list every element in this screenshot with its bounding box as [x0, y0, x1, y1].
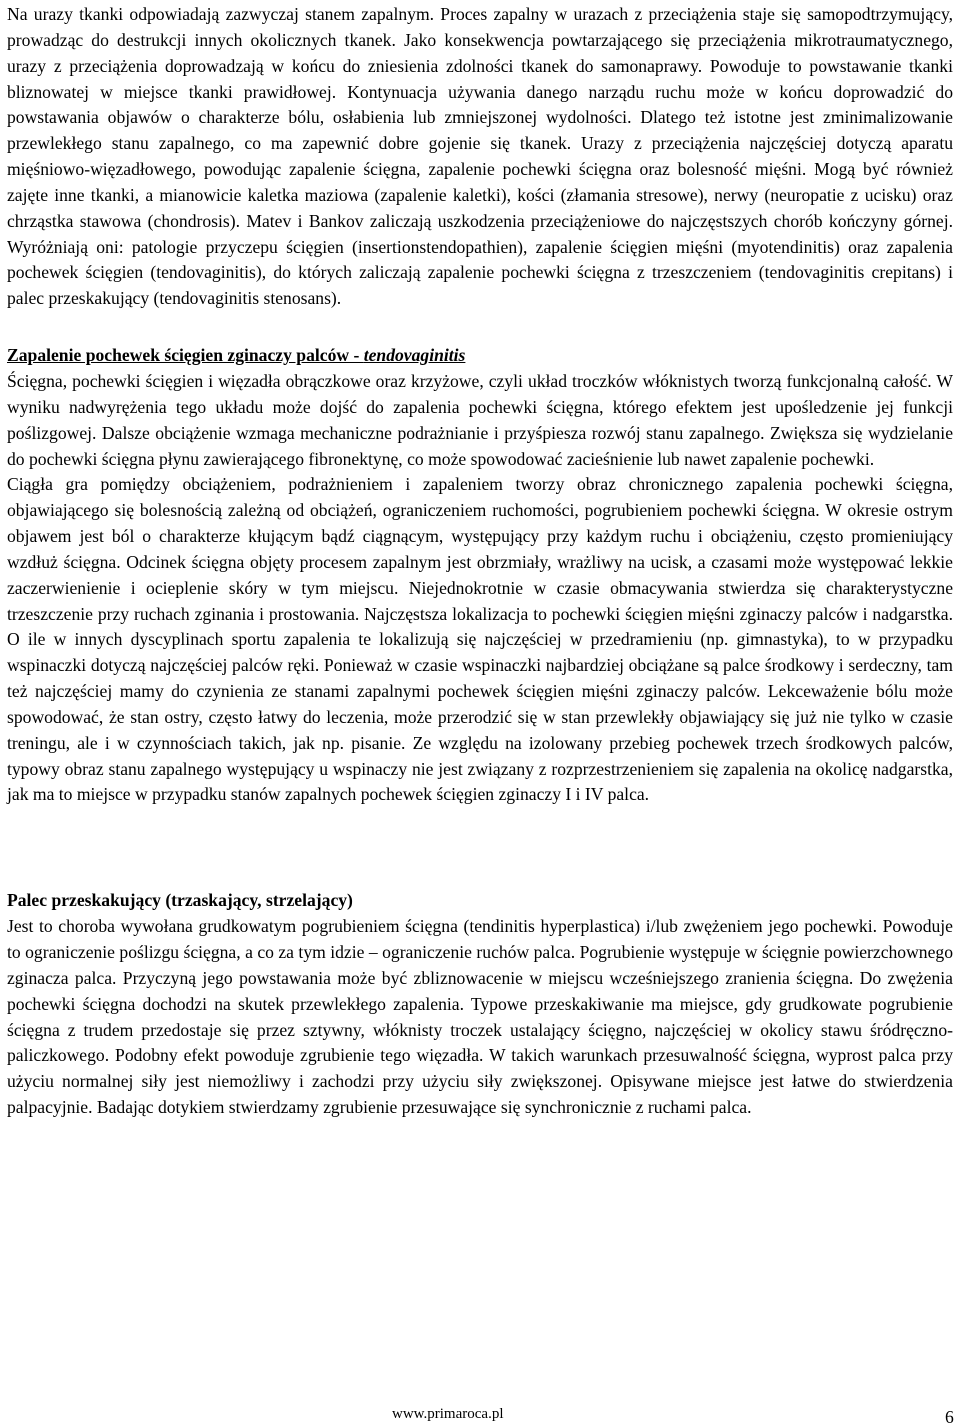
section-spacer [7, 808, 953, 888]
section-paragraph: Jest to choroba wywołana grudkowatym pogrubieniem ścięgna (tendinitis hyperplastica) i/lub zwężeniem jego pochewki. Powoduje to ograniczenie poślizgu ścięgna, a co za tym idzie – ograniczenie ruchów palca. Pogrubienie występuje w ścięgnie powierzchownego zginacza palca. Przyczyną jego powstawania może być zbliznowacenie w miejscu wcześniejszego zranienia ścięgna. Do zwężenia pochewki ścięgna dochodzi na skutek przewlekłego zapalenia. Typowe przeskakiwanie ma miejsce, gdy grudkowate pogrubienie ścięgna z trudem przedostaje się przez sztywny, włóknisty troczek ustalający ścięgno, najczęściej w okolicy stawu śródręczno-paliczkowego. Podobny efekt powoduje zgrubienie tego więzadła. W takich warunkach przesuwalność ścięgna, wyprost palca przy użyciu normalnej siły jest niemożliwy i zachodzi przy użyciu siły zwiększonej. Opisywane miejsce jest łatwe do stwierdzenia palpacyjnie. Badając dotykiem stwierdzamy zgrubienie przesuwające się synchronicznie z ruchami palca. [7, 916, 953, 1118]
section-spacer [7, 312, 953, 343]
footer-website: www.primaroca.pl [392, 1406, 504, 1422]
document-page [7, 2, 953, 1121]
intro-paragraph: Na urazy tkanki odpowiadają zazwyczaj stanem zapalnym. Proces zapalny w urazach z przeciążenia staje się samopodtrzymujący, prowadząc do destrukcji innych okolicznych tkanek. Jako konsekwencja powtarzającego się przeciążenia mikrotraumatycznego, urazy z przeciążenia doprowadzają w końcu do zniesienia zdolności tkanek do samonaprawy. Powoduje to powstawanie tkanki bliznowatej w miejsce tkanki prawidłowej. Kontynuacja używania danego narządu ruchu może w końcu doprowadzić do powstawania objawów o charakterze bólu, osłabienia lub zmniejszonej wydolności. Dlatego też istotne jest zminimalizowanie przewlekłego stanu zapalnego, co ma zapewnić dobre gojenie się tkanek. Urazy z przeciążenia najczęściej dotyczą aparatu mięśniowo-więzadłowego, powodując zapalenie ścięgna, zapalenie pochewki ścięgna oraz bolesność mięśni. Mogą być również zajęte inne tkanki, a mianowicie kaletka maziowa (zapalenie kaletki), kości (złamania stresowe), nerwy (neuropatie z ucisku) oraz chrząstka stawowa (chondrosis). Matev i Bankov zaliczają uszkodzenia przeciążeniowe do najczęstszych chorób kończyny górnej. Wyróżniają oni: patologie przyczepu ścięgien (insertionstendopathien), zapalenie ścięgien mięśni (myotendinitis) oraz zapalenia pochewek ścięgien (tendovaginitis), do których zaliczają zapalenie pochewki ścięgna z trzeszczeniem (tendovaginitis crepitans) i palec przeskakujący (tendovaginitis stenosans). [7, 4, 953, 309]
section-heading-main: Zapalenie pochewek ścięgien zginaczy palców - [7, 345, 364, 366]
page-number: 6 [945, 1407, 954, 1427]
section-paragraph: Ścięgna, pochewki ścięgien i więzadła obrączkowe oraz krzyżowe, czyli układ troczków włóknistych tworzą funkcjonalną całość. W wyniku nadwyrężenia tego układu może dojść do zapalenia pochewki ścięgna, którego efektem jest upośledzenie jej funkcji poślizgowej. Dalsze obciążenie wzmaga mechaniczne podrażnianie i przyśpiesza rozwój stanu zapalnego. Zwiększa się wydzielanie do pochewki ścięgna płynu zawierającego fibronektynę, co może spowodować zacieśnienie lub nawet zapalenie pochewki. [7, 370, 953, 469]
section-heading-trigger-finger: Palec przeskakujący (trzaskający, strzelający) [7, 890, 353, 911]
section-paragraph: Ciągła gra pomiędzy obciążeniem, podrażnieniem i zapaleniem tworzy obraz chronicznego zapalenia pochewki ścięgna, objawiającego się bolesnością zależną od obciążeń, ograniczeniem ruchomości, pogrubieniem pochewki ścięgna. W okresie ostrym objawem jest ból o charakterze kłującym bądź ciągnącym, występujący przy każdym ruchu i obciążeniu, często promieniujący wzdłuż ścięgna. Odcinek ścięgna objęty procesem zapalnym jest obrzmiały, wrażliwy na ucisk, a czasami może występować lekkie zaczerwienienie i ocieplenie skóry w tym miejscu. Niejednokrotnie w czasie obmacywania stwierdza się charakterystyczne trzeszczenie przy ruchach zginania i prostowania. Najczęstsza lokalizacja to pochewki ścięgien mięśni zginaczy palców i nadgarstka. O ile w innych dyscyplinach sportu zapalenia te lokalizują się najczęściej w przedramieniu (np. gimnastyka), to w przypadku wspinaczki dotyczą najczęściej palców ręki. Ponieważ w czasie wspinaczki najbardziej obciążane są palce środkowy i serdeczny, tam też najczęściej mamy do czynienia ze stanami zapalnymi pochewek ścięgien mięśni zginaczy palców. Lekceważenie bólu może spowodować, że stan ostry, często łatwy do leczenia, może przerodzić się w stan przewlekły objawiający się już nie tylko w czasie treningu, ale i w czynnościach takich, jak np. pisanie. Ze względu na izolowany przebieg pochewek trzech środkowych palców, typowy obraz stanu zapalnego występujący u wspinaczy nie jest związany z rozprzestrzenieniem się zapalenia na okolicę nadgarstka, jak ma to miejsce w przypadku stanów zapalnych pochewek ścięgien zginaczy I i IV palca. [7, 474, 953, 805]
section-heading-tendovaginitis [7, 343, 953, 369]
section-heading-italic: tendovaginitis [363, 345, 466, 366]
